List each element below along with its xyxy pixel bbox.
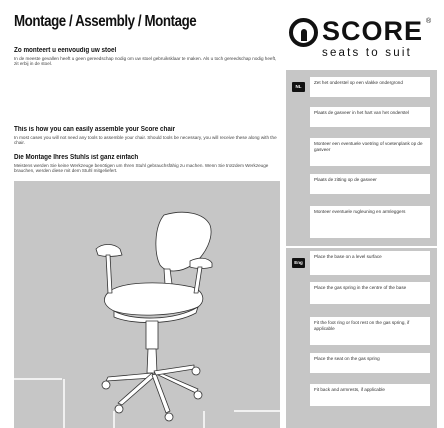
chair-illustration: [14, 181, 280, 428]
section-heading: Die Montage Ihres Stuhls ist ganz einfach: [14, 154, 139, 161]
sidebar-divider: [286, 246, 437, 248]
score-logo: [286, 16, 436, 66]
section-english: [14, 125, 280, 146]
section-german: [14, 153, 280, 174]
step-nl-3: Monteer een eventuele voetring of voetenplank op de gasveer: [310, 138, 430, 166]
section-heading: This is how you can easily assemble your Score chair: [14, 126, 176, 133]
step-en-5: Fit back and armrests, if applicable: [310, 384, 430, 406]
assembly-steps-sidebar: [286, 70, 437, 428]
section-body: In most cases you will not need any tools to assemble your chair. Should tools be necessary, you will receive these along with the chair.: [14, 135, 277, 146]
step-en-2: Place the gas spring in the centre of the base: [310, 282, 430, 304]
step-nl-1: Zet het onderstel op een vlakke ondergrond: [310, 77, 430, 97]
step-nl-5: Monteer eventuele rugleuning en armleggers: [310, 206, 430, 238]
section-heading: Zo monteert u eenvoudig uw stoel: [14, 47, 117, 54]
step-nl-2: Plaats de gasveer in het hart van het onderstel: [310, 107, 430, 127]
step-en-1: Place the base on a level surface: [310, 251, 430, 275]
logo-tagline: seats to suit: [322, 47, 412, 59]
page-title: Montage / Assembly / Montage: [14, 13, 197, 30]
section-body: Meistens werden Sie keine Werkzeuge benötigen um Ihren Stuhl gebrauchsfähig zu machen. Wenn Sie trotzdem Werkzeuge brauchen, werden diese mit dem Stuhl mitgeliefert.: [14, 163, 269, 174]
score-logo-icon: [289, 18, 318, 47]
logo-brand: SCORE: [322, 16, 424, 46]
logo-registered-mark: ®: [426, 18, 432, 25]
language-badge-nl: NL: [292, 82, 305, 92]
step-nl-4: Plaats de zitting op de gasveer: [310, 174, 430, 194]
language-badge-en: Eng: [292, 258, 305, 268]
section-body: In de meeste gevallen heeft u geen gereedschap nodig om uw stoel gebruiksklaar te maken. Als u toch gereedschap nodig heeft, zit erbij in de stoel.: [14, 56, 277, 67]
step-en-3: Fit the foot ring or foot rest on the gas spring, if applicable: [310, 317, 430, 345]
chair-illustration-panel: [14, 181, 280, 428]
step-en-4: Place the seat on the gas spring: [310, 353, 430, 373]
section-dutch: [14, 46, 280, 67]
